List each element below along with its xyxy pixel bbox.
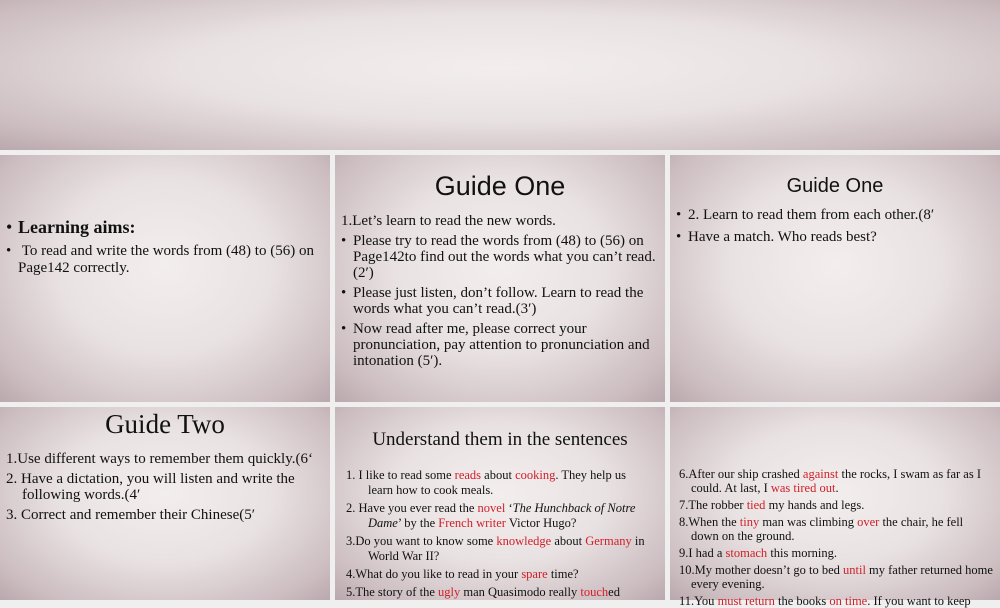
slide-guide-one-a[interactable] xyxy=(335,155,665,402)
list-item: 2. Have a dictation, you will listen and write the following words.(4′ xyxy=(6,471,295,503)
slide-learning-aims[interactable] xyxy=(0,155,330,402)
sentence-10: 10.My mother doesn’t go to bed until my father returned home every evening. xyxy=(679,563,993,591)
sentence-7: 7.The robber tied my hands and legs. xyxy=(679,498,865,512)
learning-aims-heading: • Learning aims: xyxy=(6,217,136,237)
slide-body xyxy=(676,207,994,246)
list-item: • Now read after me, please correct your pronunciation, pay attention to pronunciation and intonation (5′). xyxy=(341,321,659,369)
slide-sentences-b[interactable] xyxy=(670,407,1000,608)
slide-top[interactable] xyxy=(0,0,1000,150)
learning-aims-body xyxy=(6,215,321,277)
slide-body xyxy=(346,468,654,600)
slide-body xyxy=(341,213,659,369)
slide-title: Understand them in the sentences xyxy=(372,429,628,450)
sentence-6: 6.After our ship crashed against the rocks, I swam as far as I could. At last, I was tired out. xyxy=(679,467,982,495)
sentence-3: 3.Do you want to know some knowledge about Germany in World War II? xyxy=(346,534,645,563)
sentence-9: 9.I had a stomach this morning. xyxy=(679,546,837,560)
list-item: • Please just listen, don’t follow. Learn to read the words what you can’t read.(3′) xyxy=(341,285,659,317)
slide-guide-two[interactable] xyxy=(0,407,330,600)
slide-sentences-a[interactable] xyxy=(335,407,665,600)
sentence-5: 5.The story of the ugly man Quasimodo really touched xyxy=(346,585,620,599)
intro-line: 1.Let’s learn to read the new words. xyxy=(341,213,556,229)
list-item: 1.Use different ways to remember them quickly.(6‘ xyxy=(6,451,313,467)
list-item: • 2. Learn to read them from each other.(8′ xyxy=(676,207,994,224)
sentence-11: 11.You must return the books on time. If you want to keep xyxy=(679,594,971,608)
sentence-2: 2. Have you ever read the novel ‘The Hunchback of Notre Dame’ by the French writer Victor Hugo? xyxy=(346,501,636,530)
slide-body xyxy=(6,451,324,523)
slide-title: Guide Two xyxy=(105,409,225,439)
slide-guide-one-b[interactable] xyxy=(670,155,1000,402)
list-item: 3. Correct and remember their Chinese(5′ xyxy=(6,507,256,523)
slide-title: Guide One xyxy=(786,175,884,197)
learning-aims-item: • To read and write the words from (48) to (56) on Page142 correctly. xyxy=(6,243,314,276)
sentence-4: 4.What do you like to read in your spare time? xyxy=(346,567,579,581)
list-item: • Please try to read the words from (48) to (56) on Page142to find out the words what you can’t read.(2′) xyxy=(341,233,659,281)
slide-title: Guide One xyxy=(434,171,566,201)
sentence-8: 8.When the tiny man was climbing over the chair, he fell down on the ground. xyxy=(679,515,964,543)
slide-body xyxy=(679,467,993,608)
list-item: • Have a match. Who reads best? xyxy=(676,229,994,246)
sentence-1: 1. I like to read some reads about cooking. They help us learn how to cook meals. xyxy=(346,468,626,497)
